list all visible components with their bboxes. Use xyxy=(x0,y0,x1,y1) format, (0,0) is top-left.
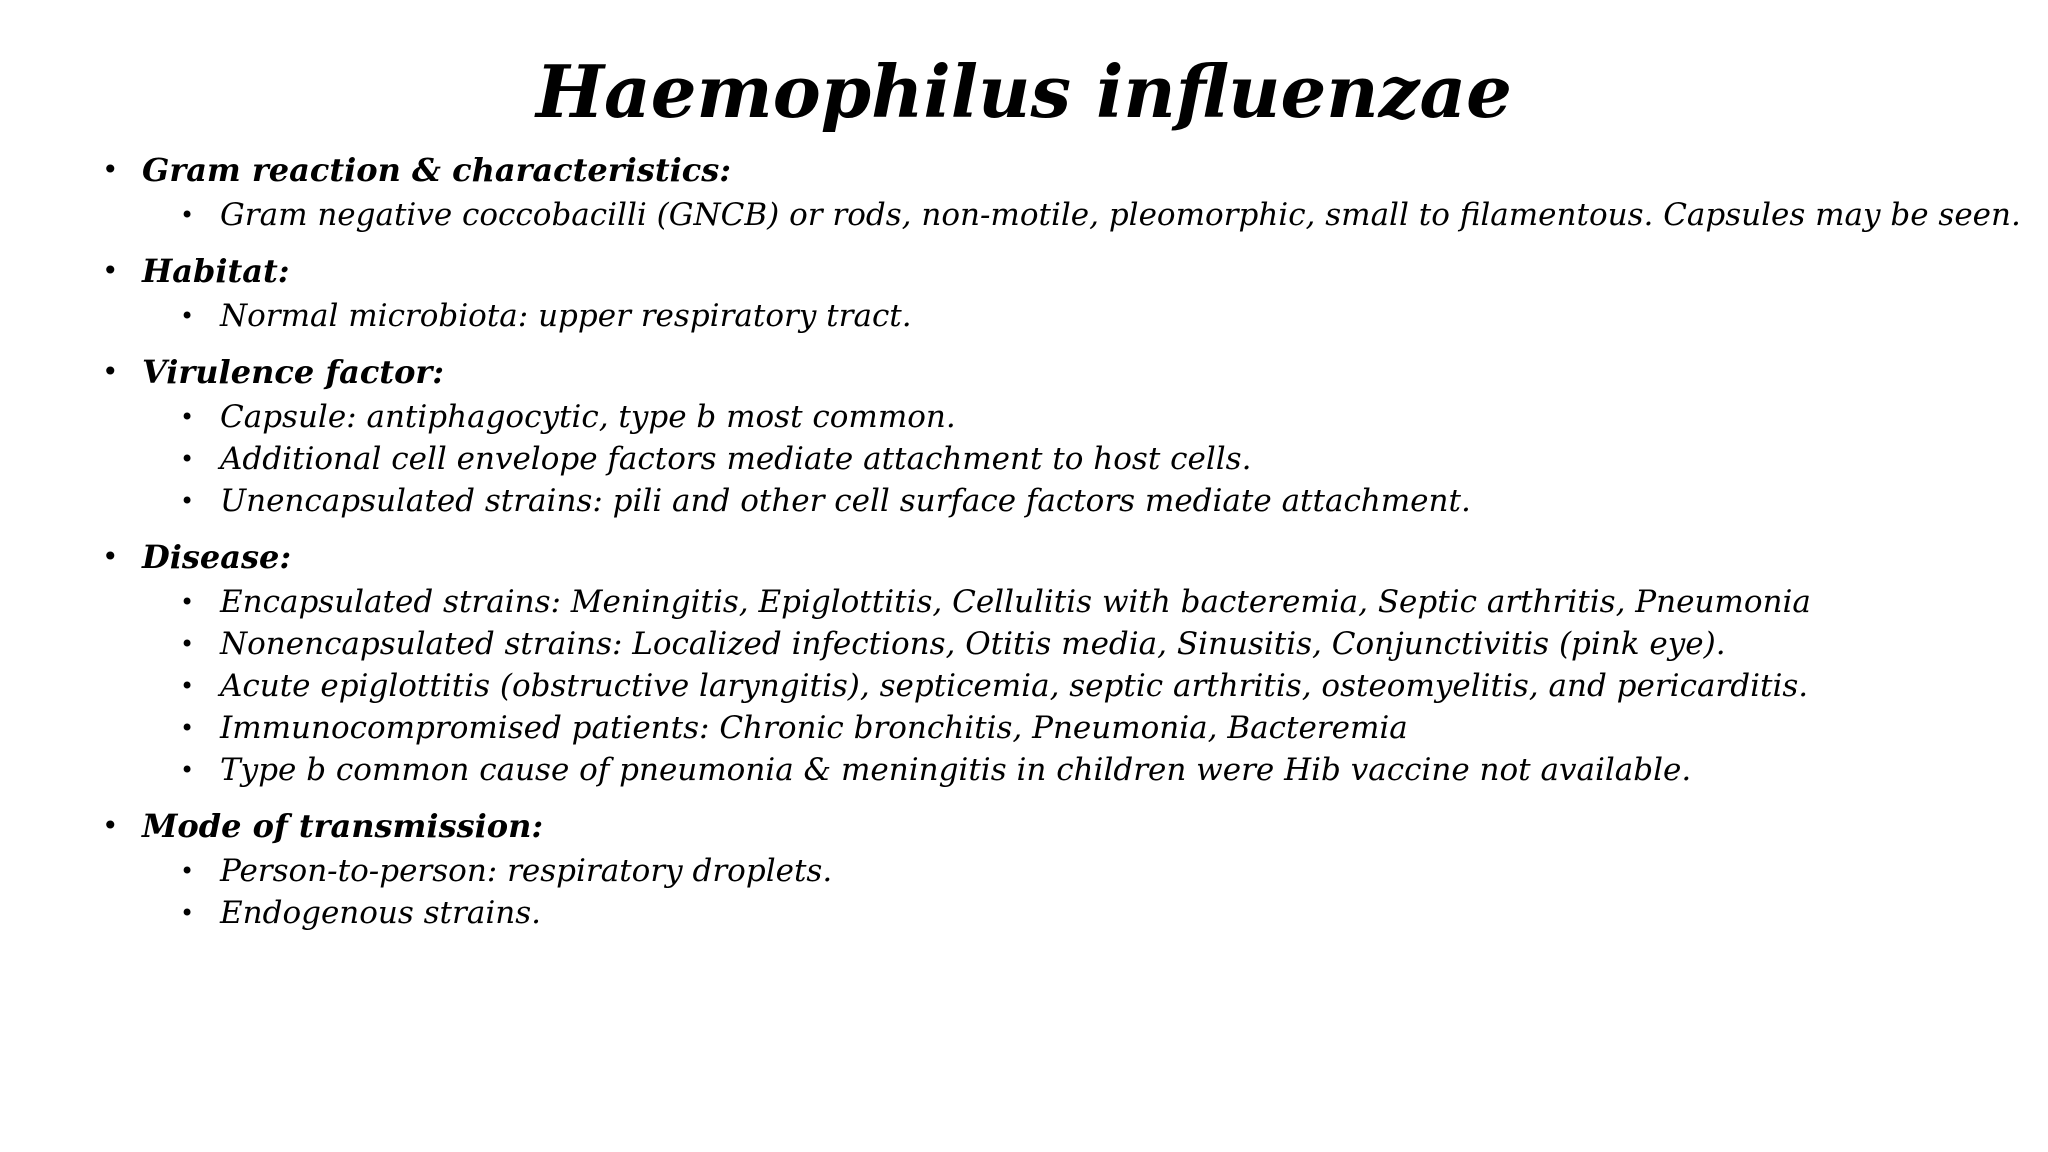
sub-list xyxy=(100,398,1980,520)
section-disease xyxy=(100,535,1980,789)
list-item xyxy=(100,440,1980,478)
section-mode-of-transmission xyxy=(100,804,1980,932)
list-item-text: Normal microbiota: upper respiratory tract. xyxy=(220,298,912,334)
bullet-icon: • xyxy=(180,201,195,229)
list-item-text: Person-to-person: respiratory droplets. xyxy=(220,853,833,889)
list-item-text: Encapsulated strains: Meningitis, Epiglottitis, Cellulitis with bacteremia, Septic arthritis, Pneumonia xyxy=(220,584,1811,620)
list-item-text: Type b common cause of pneumonia & meningitis in children were Hib vaccine not available. xyxy=(220,752,1692,788)
list-item-text: Immunocompromised patients: Chronic bronchitis, Pneumonia, Bacteremia xyxy=(220,710,1408,746)
bullet-icon: • xyxy=(102,254,119,287)
bullet-icon: • xyxy=(180,714,195,742)
section-heading: Gram reaction & characteristics: xyxy=(142,151,732,189)
section-heading: Mode of transmission: xyxy=(142,807,544,845)
list-item-text: Acute epiglottitis (obstructive laryngitis), septicemia, septic arthritis, osteomyelitis, and pericarditis. xyxy=(220,668,1809,704)
list-item xyxy=(100,751,1980,789)
list-item xyxy=(100,625,1980,663)
bullet-icon: • xyxy=(180,857,195,885)
section-habitat xyxy=(100,249,1980,335)
bullet-icon: • xyxy=(102,153,119,186)
bullet-icon: • xyxy=(180,445,195,473)
bullet-icon: • xyxy=(180,899,195,927)
sub-list xyxy=(100,583,1980,789)
bullet-icon: • xyxy=(180,487,195,515)
list-item-text: Gram negative coccobacilli (GNCB) or rods, non-motile, pleomorphic, small to filamentous. Capsules may be seen. xyxy=(220,197,2021,233)
list-item xyxy=(100,894,1980,932)
list-item-text: Unencapsulated strains: pili and other cell surface factors mediate attachment. xyxy=(220,483,1471,519)
list-item xyxy=(100,482,1980,520)
bullet-icon: • xyxy=(102,540,119,573)
bullet-icon: • xyxy=(180,302,195,330)
list-item xyxy=(100,709,1980,747)
bullet-icon: • xyxy=(180,403,195,431)
list-item xyxy=(100,398,1980,436)
bullet-icon: • xyxy=(180,588,195,616)
list-item-text: Nonencapsulated strains: Localized infections, Otitis media, Sinusitis, Conjunctivitis (pink eye). xyxy=(220,626,1726,662)
bullet-list xyxy=(100,148,2021,947)
section-heading: Virulence factor: xyxy=(142,353,445,391)
sub-list xyxy=(100,196,2021,234)
list-item xyxy=(100,852,1980,890)
section-gram-reaction xyxy=(100,148,2021,234)
section-heading: Disease: xyxy=(142,538,292,576)
slide-title: Haemophilus influenzae xyxy=(536,49,1512,134)
list-item-text: Capsule: antiphagocytic, type b most common. xyxy=(220,399,956,435)
bullet-icon: • xyxy=(102,355,119,388)
bullet-icon: • xyxy=(102,809,119,842)
list-item xyxy=(100,196,2021,234)
list-item xyxy=(100,667,1980,705)
bullet-icon: • xyxy=(180,672,195,700)
sub-list xyxy=(100,297,1980,335)
section-virulence-factor xyxy=(100,350,1980,520)
list-item-text: Endogenous strains. xyxy=(220,895,541,931)
sub-list xyxy=(100,852,1980,932)
bullet-icon: • xyxy=(180,756,195,784)
list-item xyxy=(100,583,1980,621)
list-item-text: Additional cell envelope factors mediate attachment to host cells. xyxy=(220,441,1252,477)
section-heading: Habitat: xyxy=(142,252,290,290)
list-item xyxy=(100,297,1980,335)
bullet-icon: • xyxy=(180,630,195,658)
